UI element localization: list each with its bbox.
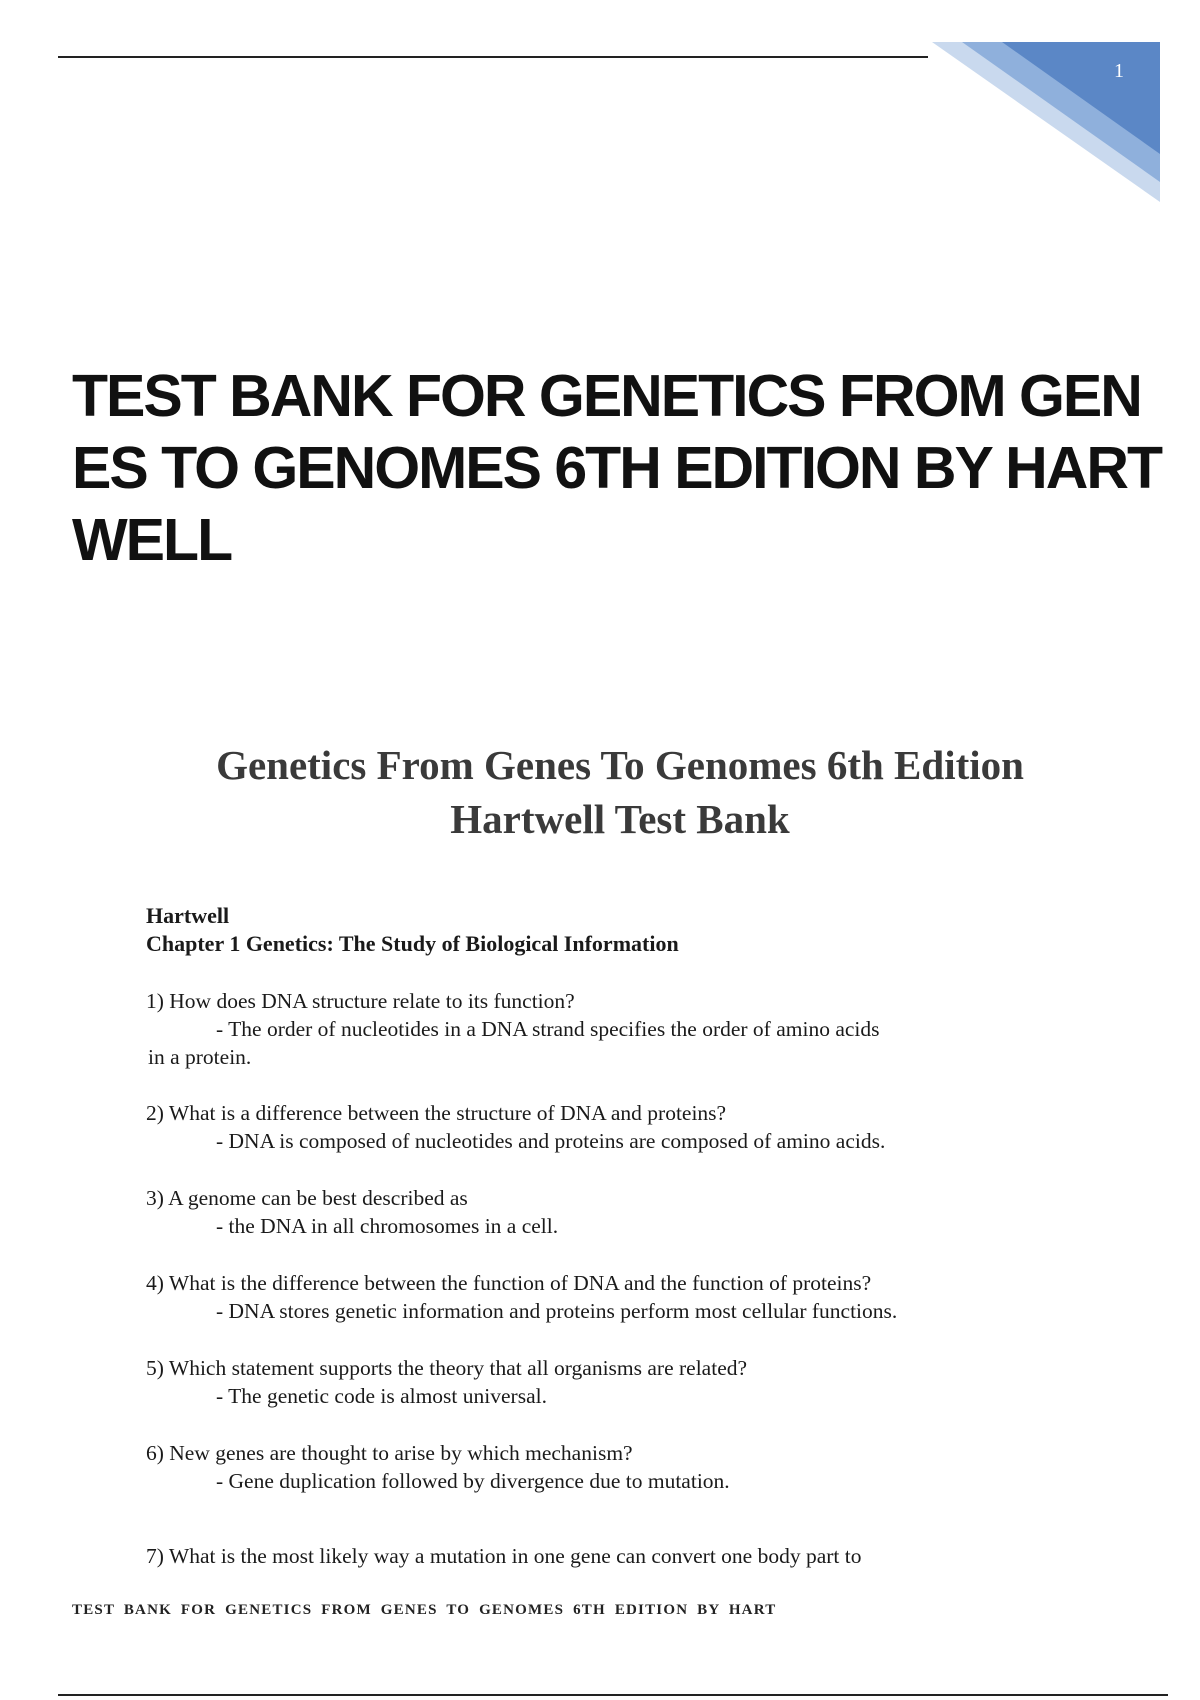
author-name: Hartwell bbox=[146, 903, 230, 928]
footer-rule bbox=[58, 1694, 1168, 1696]
question-text: 3) A genome can be best described as bbox=[146, 1186, 468, 1210]
question-text: 6) New genes are thought to arise by which mechanism? bbox=[146, 1441, 633, 1465]
question-item-1 bbox=[146, 987, 1046, 1043]
question-item-2 bbox=[146, 1099, 1046, 1155]
question-text: 4) What is the difference between the function of DNA and the function of proteins? bbox=[146, 1271, 872, 1295]
question-item-4 bbox=[146, 1269, 1046, 1325]
page-number: 1 bbox=[1114, 60, 1124, 82]
question-text: 1) How does DNA structure relate to its function? bbox=[146, 989, 575, 1013]
footer-text: TEST BANK FOR GENETICS FROM GENES TO GENOMES 6TH EDITION BY HART bbox=[72, 1602, 777, 1618]
document-subtitle bbox=[100, 738, 1140, 846]
chapter-heading: Chapter 1 Genetics: The Study of Biological Information bbox=[146, 931, 679, 956]
question-item-5 bbox=[146, 1354, 1046, 1410]
answer-continuation: in a protein. bbox=[148, 1045, 252, 1069]
answer-text: - DNA stores genetic information and proteins perform most cellular functions. bbox=[216, 1299, 898, 1323]
subtitle-line-1: Genetics From Genes To Genomes 6th Edition bbox=[216, 742, 1024, 788]
question-item-6 bbox=[146, 1439, 1046, 1495]
answer-text: - The genetic code is almost universal. bbox=[216, 1384, 547, 1408]
question-item-7 bbox=[146, 1542, 1046, 1570]
answer-text: - Gene duplication followed by divergence due to mutation. bbox=[216, 1469, 730, 1493]
question-item-3 bbox=[146, 1184, 1046, 1240]
question-text: 2) What is a difference between the structure of DNA and proteins? bbox=[146, 1101, 727, 1125]
answer-text: - DNA is composed of nucleotides and proteins are composed of amino acids. bbox=[216, 1129, 886, 1153]
header-rule bbox=[58, 56, 928, 58]
document-title: TEST BANK FOR GENETICS FROM GENES TO GENOMES 6TH EDITION BY HARTWELL bbox=[72, 363, 1162, 573]
question-text: 5) Which statement supports the theory that all organisms are related? bbox=[146, 1356, 748, 1380]
subtitle-line-2: Hartwell Test Bank bbox=[450, 796, 790, 842]
answer-text: - the DNA in all chromosomes in a cell. bbox=[216, 1214, 559, 1238]
question-text: 7) What is the most likely way a mutation in one gene can convert one body part to bbox=[146, 1544, 862, 1568]
answer-text: - The order of nucleotides in a DNA strand specifies the order of amino acids bbox=[216, 1017, 880, 1041]
